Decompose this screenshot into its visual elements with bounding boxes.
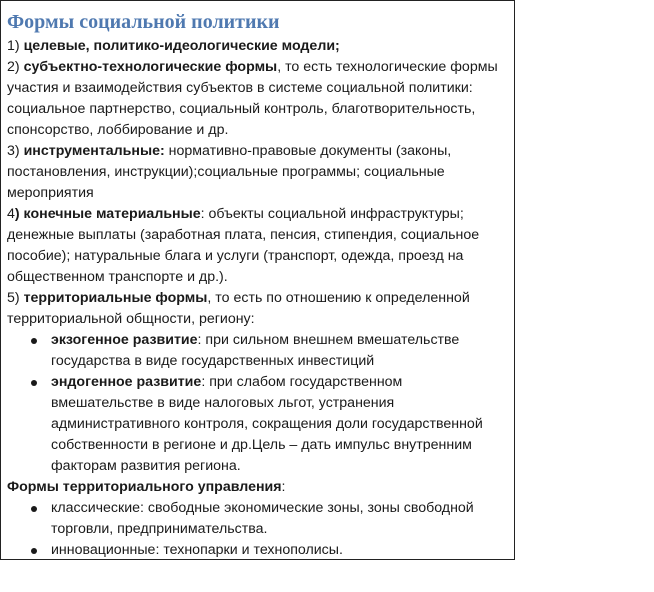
item-5-number: 5) [7, 290, 24, 306]
item-3-text: нормативно-правовые документы (законы, постановления, инструкции);социальные программы; социальные мероприятия [7, 143, 452, 201]
item-5 [7, 288, 508, 330]
item-4 [7, 204, 508, 288]
list-item-term: экзогенное развитие [51, 332, 198, 348]
item-3-term: инструментальные: [23, 143, 165, 159]
item-5-term: территориальные формы [23, 290, 208, 306]
list-item [7, 498, 508, 540]
list-item-term: эндогенное развитие [51, 374, 202, 390]
list-item [7, 330, 508, 372]
list-item [7, 372, 508, 477]
item-2-number: 2) [7, 59, 24, 75]
territorial-heading [7, 477, 508, 498]
item-4-number: 4 [7, 206, 15, 222]
territorial-heading-colon: : [281, 479, 286, 495]
list-item-text: инновационные: технопарки и технополисы. [51, 542, 343, 558]
list-item-text: : при слабом государственном вмешательстве в виде налоговых льгот, устранения административного контроля, сокращения доли государственной собственности в регионе и др.Цель – дать импульс внутренним факторам развития региона. [51, 374, 483, 474]
item-1-term: целевые, политико-идеологические модели; [23, 38, 340, 54]
list-item-text: классические: свободные экономические зоны, зоны свободной торговли, предпринимательства. [51, 500, 474, 537]
item-3 [7, 141, 508, 204]
item-2-term: субъектно-технологические формы [23, 59, 278, 75]
item-3-number: 3) [7, 143, 24, 159]
page-title: Формы социальной политики [7, 11, 280, 33]
item-2 [7, 57, 508, 141]
item-1-number: 1) [7, 38, 24, 54]
item-5-text: , то есть по отношению к определенной территориальной общности, региону: [7, 290, 470, 327]
item-1 [7, 36, 508, 57]
item-2-text: , то есть технологические формы участия и взаимодействия субъектов в системе социальной политики: социальное партнерство, социальный контроль, благотворительность, спонсорство, лоббирование и др. [7, 59, 498, 138]
territorial-heading-term: Формы территориального управления [7, 479, 282, 495]
development-list [7, 330, 508, 477]
list-item-text: : при сильном внешнем вмешательстве государства в виде государственных инвестиций [51, 332, 460, 369]
list-item [7, 540, 508, 561]
item-4-text: : объекты социальной инфраструктуры; денежные выплаты (заработная плата, пенсия, стипендия, социальное пособие); натуральные блага и услуги (транспорт, одежда, проезд на общественном транспорте и др.). [7, 206, 480, 285]
territorial-forms-list [7, 498, 508, 561]
item-4-term: ) конечные материальные [14, 206, 201, 222]
